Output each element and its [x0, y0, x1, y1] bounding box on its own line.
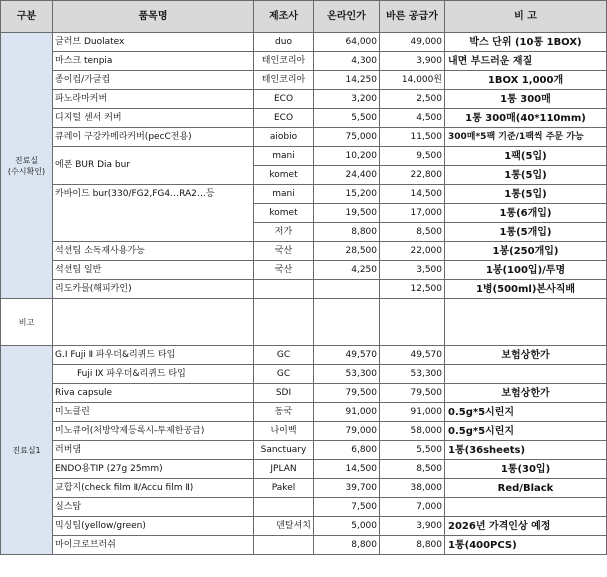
maker-cell[interactable]: [254, 280, 314, 299]
online-price-cell[interactable]: 8,800: [314, 223, 380, 242]
header-online-price[interactable]: 온라인가: [314, 1, 380, 33]
maker-cell[interactable]: 국산: [254, 261, 314, 280]
maker-cell[interactable]: 태인코리아: [254, 52, 314, 71]
maker-cell[interactable]: aiobio: [254, 128, 314, 147]
table-row: [1, 242, 607, 261]
online-price-cell[interactable]: 91,000: [314, 403, 380, 422]
note-cell[interactable]: 보험상한가: [445, 384, 607, 403]
supply-price-cell[interactable]: 5,500: [380, 441, 445, 460]
table-row: [1, 52, 607, 71]
category-cell[interactable]: 진료실1: [1, 346, 53, 555]
maker-cell[interactable]: ECO: [254, 90, 314, 109]
table-row: [1, 441, 607, 460]
note-cell[interactable]: 1통(5입): [445, 185, 607, 204]
table-row: [1, 403, 607, 422]
table-row: [1, 185, 607, 204]
note-cell[interactable]: 1봉(250개입): [445, 242, 607, 261]
supply-price-cell[interactable]: 91,000: [380, 403, 445, 422]
note-cell[interactable]: 2026년 가격인상 예정: [445, 517, 607, 536]
item-name-cell[interactable]: Fuji Ⅸ 파우더&리퀴드 타입: [53, 365, 254, 384]
note-cell[interactable]: 0.5g*5시린지: [445, 422, 607, 441]
maker-cell[interactable]: JPLAN: [254, 460, 314, 479]
supply-price-cell[interactable]: 49,000: [380, 33, 445, 52]
header-note[interactable]: 비 고: [445, 1, 607, 33]
note-cell[interactable]: 1통(400PCS): [445, 536, 607, 555]
supply-price-cell[interactable]: 4,500: [380, 109, 445, 128]
note-cell[interactable]: 박스 단위 (10통 1BOX): [445, 33, 607, 52]
item-name-cell[interactable]: 석션팁 일반: [53, 261, 254, 280]
item-name-cell[interactable]: 마이크로브러쉬: [53, 536, 254, 555]
supply-price-cell[interactable]: 12,500: [380, 280, 445, 299]
supply-price-cell[interactable]: 14,500: [380, 185, 445, 204]
table-row: [1, 422, 607, 441]
online-price-cell[interactable]: 79,500: [314, 384, 380, 403]
table-row: [1, 261, 607, 280]
table-row: [1, 479, 607, 498]
online-price-cell[interactable]: 8,800: [314, 536, 380, 555]
category-cell[interactable]: 비고: [1, 299, 53, 346]
supply-price-cell[interactable]: 2,500: [380, 90, 445, 109]
note-cell[interactable]: [445, 498, 607, 517]
item-name-cell[interactable]: Riva capsule: [53, 384, 254, 403]
note-cell[interactable]: 내면 부드러운 재질: [445, 52, 607, 71]
item-name-cell[interactable]: 실스탑: [53, 498, 254, 517]
item-name-cell[interactable]: 디지털 센서 커버: [53, 109, 254, 128]
note-cell[interactable]: 1봉(100입)/투명: [445, 261, 607, 280]
online-price-cell[interactable]: 4,250: [314, 261, 380, 280]
table-row: [1, 280, 607, 299]
note-cell[interactable]: 300매*5팩 기준/1팩씩 주문 가능: [445, 128, 607, 147]
note-cell[interactable]: 보험상한가: [445, 346, 607, 365]
online-price-cell[interactable]: 5,500: [314, 109, 380, 128]
online-price-cell[interactable]: 79,000: [314, 422, 380, 441]
supply-price-cell[interactable]: 11,500: [380, 128, 445, 147]
supply-price-cell[interactable]: 8,500: [380, 460, 445, 479]
item-name-cell[interactable]: 글러브 Duolatex: [53, 33, 254, 52]
table-row: [1, 299, 607, 346]
item-name-cell[interactable]: 카바이드 bur(330/FG2,FG4…RA2…등: [53, 185, 254, 242]
table-row: [1, 147, 607, 166]
maker-cell[interactable]: Sanctuary: [254, 441, 314, 460]
note-cell[interactable]: [445, 365, 607, 384]
online-price-cell[interactable]: 4,300: [314, 52, 380, 71]
maker-cell[interactable]: GC: [254, 346, 314, 365]
maker-cell[interactable]: 태인코리아: [254, 71, 314, 90]
maker-cell[interactable]: ECO: [254, 109, 314, 128]
supply-price-cell[interactable]: 49,570: [380, 346, 445, 365]
online-price-cell[interactable]: 28,500: [314, 242, 380, 261]
note-cell[interactable]: 1통(6개입): [445, 204, 607, 223]
note-cell[interactable]: 1병(500ml)본사직배: [445, 280, 607, 299]
table-row: [1, 128, 607, 147]
table-row: [1, 33, 607, 52]
online-price-cell[interactable]: 14,500: [314, 460, 380, 479]
header-category[interactable]: 구분: [1, 1, 53, 33]
item-name-cell[interactable]: 믹싱팁(yellow/green): [53, 517, 254, 536]
online-price-cell[interactable]: 49,570: [314, 346, 380, 365]
table-row: [1, 536, 607, 555]
item-name-cell[interactable]: 마스크 tenpia: [53, 52, 254, 71]
note-cell[interactable]: 1통 300매(40*110mm): [445, 109, 607, 128]
supply-price-cell[interactable]: 7,000: [380, 498, 445, 517]
supply-price-cell[interactable]: 17,000: [380, 204, 445, 223]
supply-price-cell[interactable]: 38,000: [380, 479, 445, 498]
item-name-cell[interactable]: 미노클린: [53, 403, 254, 422]
empty-cell[interactable]: [445, 299, 607, 346]
online-price-cell[interactable]: 75,000: [314, 128, 380, 147]
maker-cell[interactable]: GC: [254, 365, 314, 384]
note-cell[interactable]: 1통 300매: [445, 90, 607, 109]
table-row: [1, 90, 607, 109]
online-price-cell[interactable]: 3,200: [314, 90, 380, 109]
note-cell[interactable]: 0.5g*5시린지: [445, 403, 607, 422]
note-cell[interactable]: 1통(5입): [445, 166, 607, 185]
online-price-cell[interactable]: 14,250: [314, 71, 380, 90]
supply-price-cell[interactable]: 79,500: [380, 384, 445, 403]
table-row: [1, 346, 607, 365]
header-supply-price[interactable]: 바른 공급가: [380, 1, 445, 33]
item-name-cell[interactable]: 파노라마커버: [53, 90, 254, 109]
header-name[interactable]: 품목명: [53, 1, 254, 33]
item-name-cell[interactable]: 종이컵/가글컵: [53, 71, 254, 90]
supply-price-cell[interactable]: 14,000원: [380, 71, 445, 90]
maker-cell[interactable]: 나이벡: [254, 422, 314, 441]
table-row: [1, 109, 607, 128]
table-row: [1, 365, 607, 384]
note-cell[interactable]: 1팩(5입): [445, 147, 607, 166]
maker-cell[interactable]: komet: [254, 166, 314, 185]
note-cell[interactable]: 1통(30입): [445, 460, 607, 479]
category-cell[interactable]: 진료실 (수시확인): [1, 33, 53, 299]
online-price-cell[interactable]: 10,200: [314, 147, 380, 166]
empty-cell[interactable]: [53, 299, 254, 346]
header-maker[interactable]: 제조사: [254, 1, 314, 33]
item-name-cell[interactable]: ENDO용TIP (27g 25mm): [53, 460, 254, 479]
item-name-cell[interactable]: 미노큐어(처방약제등록시-투제한공급): [53, 422, 254, 441]
online-price-cell[interactable]: 39,700: [314, 479, 380, 498]
supply-price-cell[interactable]: 3,900: [380, 52, 445, 71]
supply-price-cell[interactable]: 58,000: [380, 422, 445, 441]
online-price-cell[interactable]: [314, 280, 380, 299]
online-price-cell[interactable]: 6,800: [314, 441, 380, 460]
item-name-cell[interactable]: 큐레이 구강카메라커버(pecC전용): [53, 128, 254, 147]
maker-cell[interactable]: SDI: [254, 384, 314, 403]
item-name-cell[interactable]: 에폰 BUR Dia bur: [53, 147, 254, 185]
empty-cell[interactable]: [380, 299, 445, 346]
maker-cell[interactable]: Pakel: [254, 479, 314, 498]
empty-cell[interactable]: [254, 299, 314, 346]
note-cell[interactable]: Red/Black: [445, 479, 607, 498]
table-row: [1, 498, 607, 517]
item-name-cell[interactable]: G.I Fuji Ⅱ 파우더&리퀴드 타입: [53, 346, 254, 365]
supply-price-cell[interactable]: 9,500: [380, 147, 445, 166]
supply-price-cell[interactable]: 3,900: [380, 517, 445, 536]
maker-cell[interactable]: mani: [254, 147, 314, 166]
item-name-cell[interactable]: 리도카믈(해피카인): [53, 280, 254, 299]
maker-cell[interactable]: 덴탈셔치: [254, 517, 314, 536]
online-price-cell[interactable]: 15,200: [314, 185, 380, 204]
note-cell[interactable]: 1통(36sheets): [445, 441, 607, 460]
supply-price-cell[interactable]: 22,000: [380, 242, 445, 261]
online-price-cell[interactable]: 5,000: [314, 517, 380, 536]
online-price-cell[interactable]: 7,500: [314, 498, 380, 517]
maker-cell[interactable]: mani: [254, 185, 314, 204]
maker-cell[interactable]: 동국: [254, 403, 314, 422]
item-name-cell[interactable]: 교합지(check film Ⅱ/Accu film Ⅱ): [53, 479, 254, 498]
supply-price-cell[interactable]: 22,800: [380, 166, 445, 185]
note-cell[interactable]: 1BOX 1,000개: [445, 71, 607, 90]
maker-cell[interactable]: duo: [254, 33, 314, 52]
maker-cell[interactable]: komet: [254, 204, 314, 223]
maker-cell[interactable]: [254, 536, 314, 555]
online-price-cell[interactable]: 24,400: [314, 166, 380, 185]
table-row: [1, 71, 607, 90]
header-row: [1, 1, 607, 33]
table-row: [1, 384, 607, 403]
note-cell[interactable]: 1통(5개입): [445, 223, 607, 242]
item-name-cell[interactable]: 러버댐: [53, 441, 254, 460]
table-row: [1, 460, 607, 479]
online-price-cell[interactable]: 53,300: [314, 365, 380, 384]
supply-price-cell[interactable]: 8,500: [380, 223, 445, 242]
online-price-cell[interactable]: 19,500: [314, 204, 380, 223]
item-name-cell[interactable]: 석션팁 소독재사용가능: [53, 242, 254, 261]
supply-price-cell[interactable]: 53,300: [380, 365, 445, 384]
maker-cell[interactable]: 국산: [254, 242, 314, 261]
maker-cell[interactable]: [254, 498, 314, 517]
online-price-cell[interactable]: 64,000: [314, 33, 380, 52]
supply-price-cell[interactable]: 3,500: [380, 261, 445, 280]
maker-cell[interactable]: 저가: [254, 223, 314, 242]
empty-cell[interactable]: [314, 299, 380, 346]
supply-price-cell[interactable]: 8,800: [380, 536, 445, 555]
table-row: [1, 517, 607, 536]
